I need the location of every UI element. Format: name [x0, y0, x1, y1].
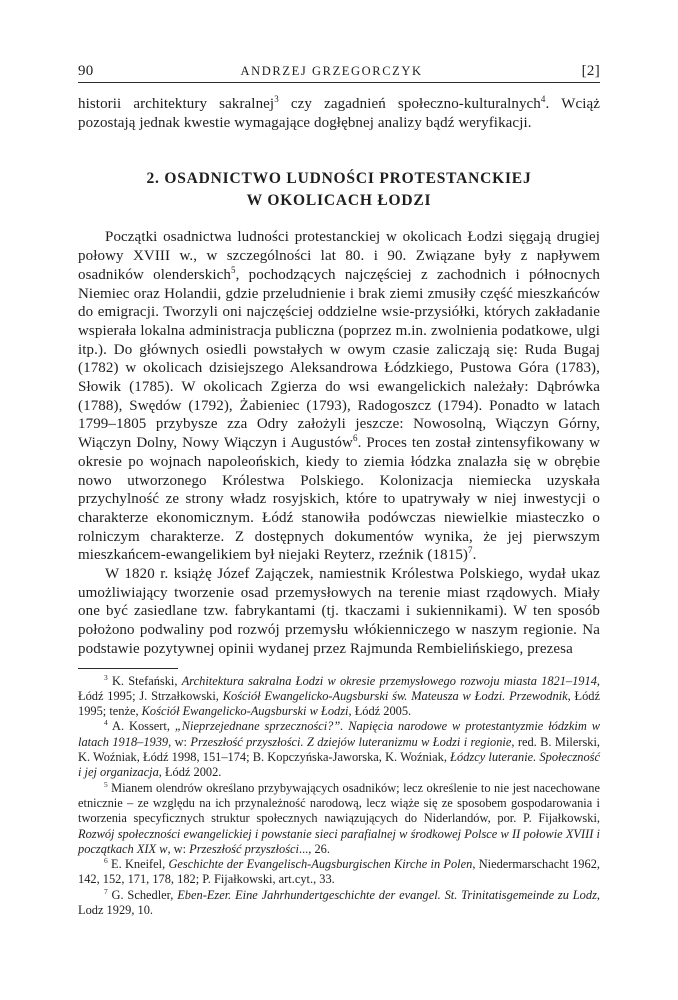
section-heading [78, 168, 600, 212]
footnote-3: $^3$ K. Stefański, Architektura sakralna Łodzi w okresie przemysłowego rozwoju miasta 1821–1914, Łódź 1995; J. Strzałkowski, Kościół Ewangelicko-Augsburski św. Mateusza w Łodzi. Przewodnik, Łódź 1995; tenże, Kościół Ewangelicko-Augsburski w Łodzi, Łódź 2005. [78, 672, 601, 719]
footnote-separator-rule [78, 668, 178, 669]
header-rule [78, 82, 600, 83]
footnotes-block [78, 674, 600, 919]
footnote-4: $^4$ A. Kossert, „Nieprzejednane sprzeczności?”. Napięcia narodowe w protestantyzmie łódzkim w latach 1918–1939, w: Przeszłość przyszłości. Z dziejów luteranizmu w Łodzi i regionie, red. B. Milerski, K. Woźniak, Łódź 1998, 151–174; B. Kopczyńska-Jaworska, K. Woźniak, Łódzcy luteranie. Społeczność i jej organizacja, Łódź 2002. [78, 718, 601, 780]
section-heading-line2: W OKOLICACH ŁODZI [246, 192, 432, 210]
footnote-6: $^6$ E. Kneifel, Geschichte der Evangelisch-Augsburgischen Kirche in Polen, Niedermarschacht 1962, 142, 152, 171, 178, 182; P. Fijałkowski, art.cyt., 33. [78, 856, 600, 887]
footnote-5: $^5$ Mianem olendrów określano przybywających osadników; lecz określenie to nie jest nacechowane etnicznie – ze względu na ich przynależność narodową, lecz wiąże się ze sposobem gospodarowania i tworzenia specyficznych struktur społecznych nawiązujących do Niderlandów, por. P. Fijałkowski, Rozwój społeczności ewangelickiej i powstanie sieci parafialnej w środkowej Polsce w II połowie XVIII i początkach XIX w, w: Przeszłość przyszłości..., 26. [78, 779, 600, 856]
body-paragraph-2: W 1820 r. książę Józef Zajączek, namiestnik Królestwa Polskiego, wydał ukaz umożliwiający tworzenie osad przemysłowych na terenie miast rządowych. Miały one być zasiedlane tzw. fabrykantami (tj. tkaczami i sukiennikami). W ten sposób położono podwaliny pod rozwój przemysłu włókienniczego w naszym regionie. Na podstawie pozytywnej opinii wydanej przez Rajmunda Rembielińskiego, prezesa [78, 566, 600, 657]
running-title-author: ANDRZEJ GRZEGORCZYK [240, 64, 423, 78]
section-heading-line1: 2. OSADNICTWO LUDNOŚCI PROTESTANCKIEJ [146, 170, 532, 188]
pagination-mark: [2] [581, 63, 600, 79]
page-number: 90 [78, 63, 94, 79]
footnote-7: $^7$ G. Schedler, Eben-Ezer. Eine Jahrhundertgeschichte der evangel. St. Trinitatisgemeinde zu Lodz, Lodz 1929, 10. [78, 886, 601, 918]
intro-paragraph: historii architektury sakralnej$^3$ czy zagadnień społeczno-kulturalnych$^4$. Wciąż pozostają jednak kwestie wymagające dogłębnej analizy bądź weryfikacji. [78, 94, 600, 131]
body-paragraph-1: Początki osadnictwa ludności protestanckiej w okolicach Łodzi sięgają drugiej połowy XVIII w., w szczególności lat 80. i 90. Związane były z napływem osadników olenderskich$^5$, pochodzących najczęściej z zachodnich i północnych Niemiec oraz Holandii, gdzie przeludnienie i brak ziemi zmusiły część mieszkańców do emigracji. Tworzyli oni najczęściej oddzielne wsie-przysiółki, których zakładanie wspierała lokalna administracja publiczna (poprzez m.in. zwolnienia podatkowe, ulgi itp.). Do głównych osiedli powstałych w owym czasie zaliczają się: Ruda Bugaj (1782) w okolicach dzisiejszego Aleksandrowa Łódzkiego, Pustowa Góra (1783), Słowik (1785). W okolicach Zgierza do wsi ewangelickich należały: Dąbrówka (1788), Swędów (1792), Żabieniec (1793), Radogoszcz (1794). Ponadto w latach 1799–1805 przybysze zza Odry założyli jeszcze: Nowosolną, Wiączyn Górny, Wiączyn Dolny, Nowy Wiączyn i Augustów$^6$. Proces ten został zintensyfikowany w okresie po wojnach napoleońskich, kiedy to ziemia łódzka znalazła się w obrębie nowo utworzonego Królestwa Polskiego. Kolonizacja niemiecka uzyskała przychylność ze strony władz rosyjskich, które to upatrywały w niej inwestycji o charakterze ekonomicznym. Łódź stanowiła podówczas niewielkie miasteczko o rolniczym charakterze. Z dostępnych dokumentów wynika, że jej pierwszym mieszkańcem-ewangelikiem był niejaki Reyterz, rzeźnik $(1815)^7$. [78, 229, 600, 564]
running-head [78, 63, 600, 80]
